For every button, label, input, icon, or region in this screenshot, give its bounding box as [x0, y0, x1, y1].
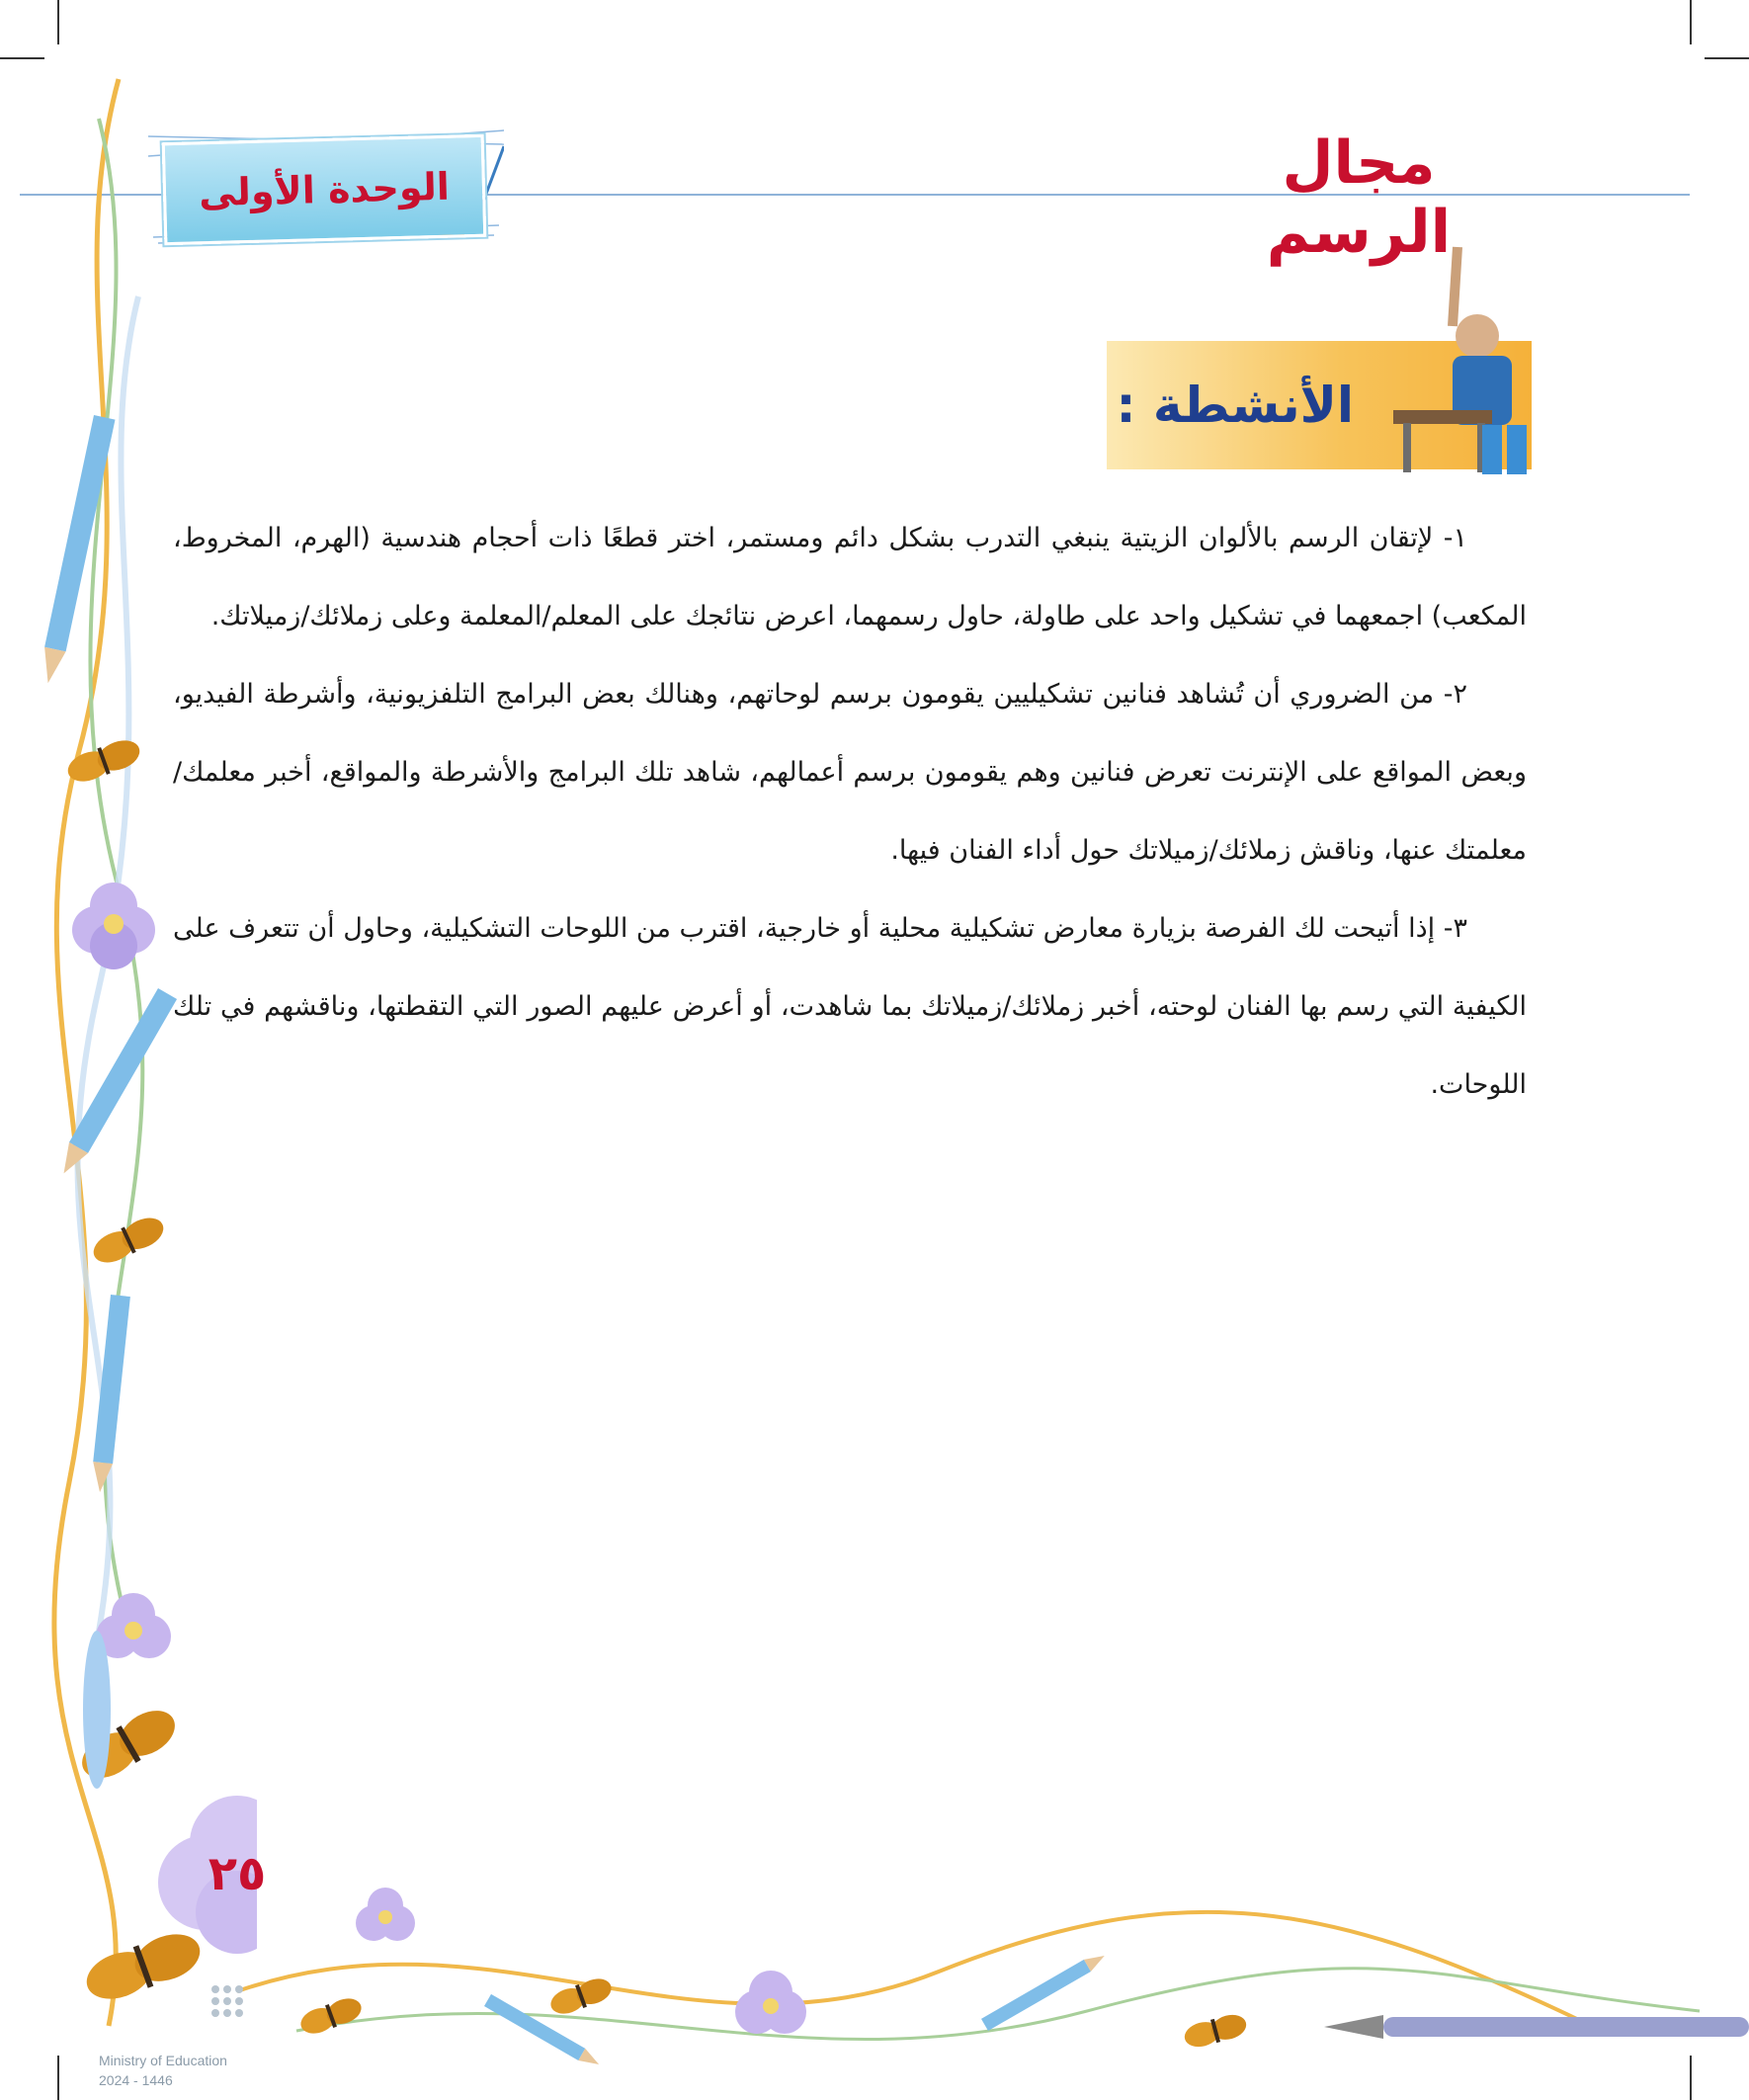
butterfly-icon — [297, 1994, 365, 2038]
activities-list — [173, 499, 1527, 1124]
unit-badge — [162, 134, 487, 245]
crop-mark — [1690, 0, 1692, 44]
activity-item: ٣- إذا أتيحت لك الفرصة بزيارة معارض تشكيلية محلية أو خارجية، اقترب من اللوحات التشكيلية، وحاول أن تتعرف على الكيفية التي رسم بها الفنان لوحته، أخبر زملائك/زميلاتك بما شاهدت، أو أعرض عليهم الصور التي التقطتها، وناقشهم في تلك اللوحات. — [173, 913, 1527, 1100]
activity-item: ٢- من الضروري أن تُشاهد فنانين تشكيليين يقومون برسم لوحاتهم، وهنالك بعض البرامج التلفزيونية، وأشرطة الفيديو، وبعض المواقع على الإنترنت تعرض فنانين وهم يقومون برسم أعمالهم، شاهد تلك البرامج والأشرطة والمواقع، أخبر معلمك/معلمتك عنها، وناقش زملائك/زميلاتك حول أداء الفنان فيها. — [173, 679, 1527, 866]
ministry-logo — [99, 1981, 257, 2090]
edition-year: 2024 - 1446 — [99, 2072, 173, 2088]
teacher-illustration — [1383, 237, 1541, 474]
domain-title: مجال الرسم — [1266, 128, 1452, 267]
ministry-name: Ministry of Education — [99, 2053, 227, 2068]
page-number: ٢٥ — [208, 1846, 267, 1901]
ministry-logo-icon — [208, 1981, 257, 2041]
crop-mark — [1705, 57, 1749, 59]
pencil-icon — [90, 1295, 130, 1493]
decorative-drop — [83, 1631, 111, 1789]
flower-icon — [96, 1593, 171, 1658]
unit-label: الوحدة الأولى — [198, 164, 451, 215]
paintbrush-icon — [1324, 2015, 1749, 2039]
flower-icon — [356, 1888, 415, 1941]
activity-item: ١- لإتقان الرسم بالألوان الزيتية ينبغي التدرب بشكل دائم ومستمر، اختر قطعًا ذات أحجام هندسية (الهرم، المخروط، المكعب) اجمعهما في تشكيل واحد على طاولة، حاول رسمهما، اعرض نتائجك على المعلم/المعلمة وعلى زملائك/زميلاتك. — [173, 523, 1527, 631]
pencil-icon — [981, 1950, 1108, 2031]
butterfly-icon — [64, 735, 144, 787]
activities-heading: الأنشطة : — [1116, 377, 1354, 434]
flower-icon — [72, 882, 155, 969]
flower-icon — [735, 1971, 806, 2034]
butterfly-icon — [1182, 2011, 1249, 2051]
pencil-icon — [38, 415, 116, 686]
pencil-icon — [54, 988, 177, 1179]
